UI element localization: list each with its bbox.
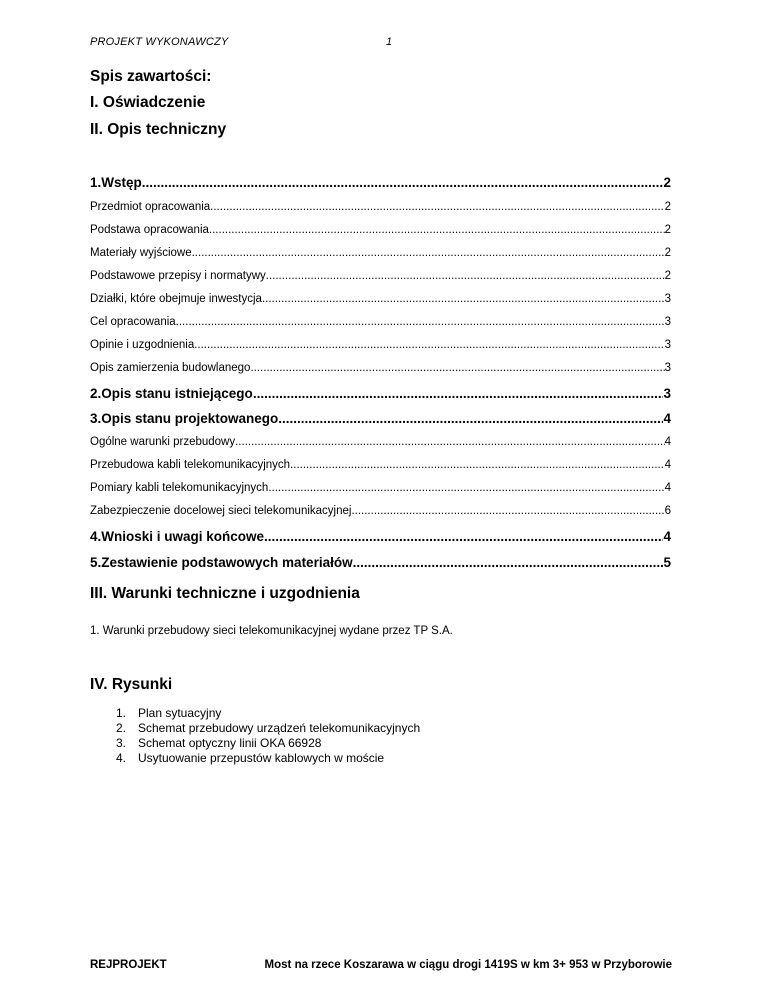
toc-entry-text: Podstawowe przepisy i normatywy bbox=[90, 270, 266, 282]
toc-entry-page: 4 bbox=[664, 436, 671, 448]
contents-title: Spis zawartości: bbox=[90, 68, 212, 85]
toc-entry-przedmiot[interactable] bbox=[90, 201, 671, 213]
toc-entry-text: Działki, które obejmuje inwestycja bbox=[90, 293, 262, 305]
toc-entry-warunki-przebudowy[interactable] bbox=[90, 436, 671, 448]
drawing-label: Plan sytuacyjny bbox=[138, 706, 222, 720]
header-project-label: PROJEKT WYKONAWCZY bbox=[90, 36, 229, 48]
footer-company: REJPROJEKT bbox=[90, 959, 167, 971]
toc-entry-page: 4 bbox=[664, 482, 671, 494]
toc-entry-text: Materiały wyjściowe bbox=[90, 247, 192, 259]
part2-title: II. Opis techniczny bbox=[90, 121, 227, 138]
drawing-number: 1. bbox=[116, 706, 127, 720]
drawing-number: 2. bbox=[116, 721, 127, 735]
toc-entry-text: 5.Zestawienie podstawowych materiałów bbox=[90, 555, 353, 570]
drawing-item bbox=[116, 706, 420, 721]
toc-entry-page: 3 bbox=[663, 386, 671, 401]
toc-entry-page: 3 bbox=[664, 339, 671, 351]
toc-entry-stan-istniejacy[interactable] bbox=[90, 386, 671, 401]
drawing-item bbox=[116, 721, 420, 736]
toc-entry-zabezpieczenie[interactable] bbox=[90, 505, 671, 517]
toc-entry-cel[interactable] bbox=[90, 316, 671, 328]
drawing-number: 4. bbox=[116, 751, 127, 765]
drawing-item bbox=[116, 751, 420, 766]
drawing-item bbox=[116, 736, 420, 751]
toc-entry-page: 2 bbox=[664, 247, 671, 259]
toc-entry-text: Cel opracowania bbox=[90, 316, 176, 328]
toc-entry-text: Ogólne warunki przebudowy bbox=[90, 436, 236, 448]
toc-entry-page: 2 bbox=[664, 201, 671, 213]
part3-item: 1. Warunki przebudowy sieci telekomunikacyjnej wydane przez TP S.A. bbox=[90, 625, 453, 637]
part4-title: IV. Rysunki bbox=[90, 676, 173, 693]
toc-entry-przebudowa-kabli[interactable] bbox=[90, 459, 671, 471]
toc-entry-page: 2 bbox=[664, 224, 671, 236]
toc-entry-text: 1.Wstęp bbox=[90, 175, 142, 190]
toc-entry-text: Opinie i uzgodnienia bbox=[90, 339, 195, 351]
toc-entry-stan-projektowany[interactable] bbox=[90, 411, 671, 426]
drawings-list bbox=[116, 706, 420, 766]
toc-entry-wstep[interactable] bbox=[90, 175, 671, 190]
toc-entry-materialy[interactable] bbox=[90, 247, 671, 259]
toc-entry-text: Pomiary kabli telekomunikacyjnych bbox=[90, 482, 269, 494]
toc-entry-page: 2 bbox=[663, 175, 671, 190]
footer-project-name: Most na rzece Koszarawa w ciągu drogi 1419S w km 3+ 953 w Przyborowie bbox=[264, 959, 672, 971]
toc-entry-text: 3.Opis stanu projektowanego bbox=[90, 411, 279, 426]
toc-entry-dzialki[interactable] bbox=[90, 293, 671, 305]
toc-entry-przepisy[interactable] bbox=[90, 270, 671, 282]
toc-entry-page: 4 bbox=[663, 529, 671, 544]
toc-entry-pomiary-kabli[interactable] bbox=[90, 482, 671, 494]
toc-entry-text: Zabezpieczenie docelowej sieci telekomunikacyjnej bbox=[90, 505, 352, 517]
toc-entry-page: 4 bbox=[664, 459, 671, 471]
toc-entry-page: 5 bbox=[663, 555, 671, 570]
part1-title: I. Oświadczenie bbox=[90, 94, 206, 111]
toc-entry-page: 3 bbox=[664, 316, 671, 328]
toc-entry-zamierzenie[interactable] bbox=[90, 362, 671, 374]
toc-entry-page: 4 bbox=[663, 411, 671, 426]
toc-entry-podstawa[interactable] bbox=[90, 224, 671, 236]
toc-entry-page: 2 bbox=[664, 270, 671, 282]
toc-entry-wnioski[interactable] bbox=[90, 529, 671, 544]
toc-entry-text: 2.Opis stanu istniejącego bbox=[90, 386, 253, 401]
toc-entry-text: Podstawa opracowania bbox=[90, 224, 209, 236]
toc-entry-text: Przedmiot opracowania bbox=[90, 201, 211, 213]
toc-entry-page: 6 bbox=[664, 505, 671, 517]
drawing-label: Schemat przebudowy urządzeń telekomunikacyjnych bbox=[138, 721, 421, 735]
toc-entry-text: 4.Wnioski i uwagi końcowe bbox=[90, 529, 265, 544]
toc-entry-page: 3 bbox=[664, 293, 671, 305]
toc-entry-zestawienie[interactable] bbox=[90, 555, 671, 570]
toc-entry-opinie[interactable] bbox=[90, 339, 671, 351]
part3-title: III. Warunki techniczne i uzgodnienia bbox=[90, 585, 360, 602]
drawing-label: Schemat optyczny linii OKA 66928 bbox=[138, 736, 322, 750]
drawing-number: 3. bbox=[116, 736, 127, 750]
toc-entry-text: Przebudowa kabli telekomunikacyjnych bbox=[90, 459, 291, 471]
header-page-number: 1 bbox=[386, 36, 393, 48]
drawing-label: Usytuowanie przepustów kablowych w moście bbox=[138, 751, 385, 765]
toc-entry-page: 3 bbox=[664, 362, 671, 374]
toc-entry-text: Opis zamierzenia budowlanego bbox=[90, 362, 251, 374]
